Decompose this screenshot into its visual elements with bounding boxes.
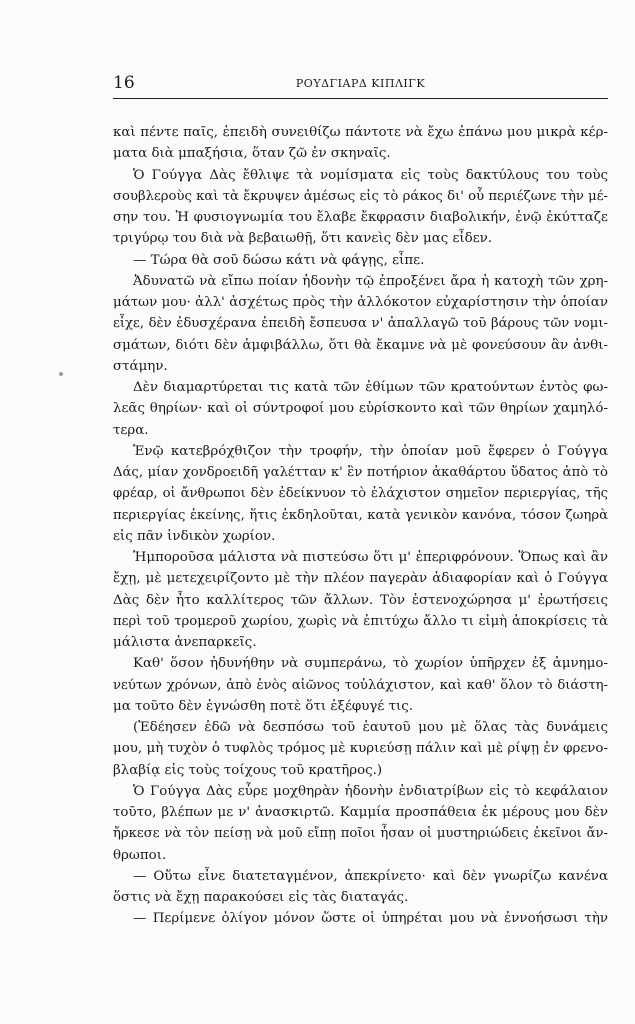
text-line: τριγύρῳ του διὰ νὰ βεβαιωθῇ, ὅτι κανεὶς δὲν μας εἶδεν. bbox=[113, 231, 493, 247]
text-line: καὶ πέντε παῖς, ἐπειδὴ συνειθίζω πάντοτε νὰ ἔχω ἐπάνω μου μικρὰ κέρ- bbox=[113, 125, 608, 140]
text-line: φρέαρ, οἱ ἄνθρωποι δὲν ἐδείκνυον τὸ ἐλάχιστον σημεῖον περιεργίας, τῆς bbox=[113, 486, 608, 502]
text-line: βλαβίᾳ εἰς τοὺς τοίχους τοῦ κρατῆρος.) bbox=[113, 762, 383, 778]
text-line: τοῦτο, βλέπων με ν' ἀνασκιρτῶ. Καμμία προσπάθεια ἐκ μέρους μου δὲν bbox=[113, 805, 608, 820]
margin-speck bbox=[59, 372, 63, 376]
text-line: Δὰς δὲν ἦτο καλλίτερος τῶν ἄλλων. Τὸν ἐστενοχώρησα μ' ἐρωτήσεις bbox=[113, 592, 608, 608]
text-line: ὅστις νὰ ἔχῃ παρακούσει εἰς τὰς διαταγάς. bbox=[113, 890, 409, 905]
text-line: ματα διὰ μπαξήσια, ὅταν ζῶ ἐν σκηναῖς. bbox=[113, 146, 391, 162]
header-rule bbox=[113, 98, 608, 99]
text-line: εἰς πᾶν ἰνδικὸν χωρίον. bbox=[113, 528, 276, 544]
text-line: λεᾶς θηρίων· καὶ οἱ σύντροφοί μου εὑρίσκοντο καὶ τῶν θηρίων χαμηλό- bbox=[113, 401, 608, 417]
text-line: μου, μὴ τυχὸν ὁ τυφλὸς τρόμος μὲ κυριεύσῃ πάλιν καὶ μὲ ρίψῃ ἐν φρενο- bbox=[113, 741, 608, 757]
text-line: νεύτων χρόνων, ἀπὸ ἑνὸς αἰῶνος τοὐλάχιστον, καὶ καθ' ὅλον τὸ διάστη- bbox=[113, 677, 608, 693]
text-line: — Οὕτω εἶνε διατεταγμένον, ἀπεκρίνετο· καὶ δὲν γνωρίζω κανένα bbox=[133, 868, 608, 884]
text-line: θρωποι. bbox=[113, 847, 167, 863]
text-line: μα τοῦτο δὲν ἐγνώσθη ποτὲ ὅτι ἐξέφυγέ τις. bbox=[113, 698, 414, 714]
text-line: Ἐνῷ κατεβρόχθιζον τὴν τροφήν, τὴν ὁποίαν μοῦ ἔφερεν ὁ Γούγγα bbox=[133, 443, 608, 459]
text-line: ἔχῃ, μὲ μετεχειρίζοντο μὲ τὴν πλέον παγερὰν ἀδιαφορίαν καὶ ὁ Γούγγα bbox=[113, 571, 608, 587]
body-text bbox=[113, 122, 608, 930]
text-line: Δάς, μίαν χονδροειδῆ γαλέτταν κ' ἓν ποτήριον ἀκαθάρτου ὕδατος ἀπὸ τὸ bbox=[113, 465, 608, 480]
text-line: Ὁ Γούγγα Δὰς ἔθλιψε τὰ νομίσματα εἰς τοὺς δακτύλους του τοὺς bbox=[133, 167, 608, 183]
text-line: Καθ' ὅσον ἠδυνήθην νὰ συμπεράνω, τὸ χωρίον ὑπῆρχεν ἐξ ἀμνημο- bbox=[133, 656, 608, 672]
text-line: σουβλεροὺς καὶ τὰ ἔκρυψεν ἀμέσως εἰς τὸ ράκος δι' οὗ περιέζωνε τὴν μέ- bbox=[113, 188, 608, 204]
text-line: ἤρκεσε νὰ τὸν πείσῃ νὰ μοῦ εἴπῃ ποῖοι ἦσαν οἱ μυστηριώδεις ἐκεῖνοι ἄν- bbox=[113, 826, 608, 842]
text-line: εἶχε, δὲν ἐδυσχέρανα ἐπειδὴ ἔσπευσα ν' ἀπαλλαγῶ τοῦ βάρους τῶν νομι- bbox=[113, 316, 608, 332]
text-line: περὶ τοῦ τρομεροῦ χωρίου, χωρὶς νὰ ἐπιτύχω ἄλλο τι εἰμὴ ἀποκρίσεις τὰ bbox=[113, 613, 608, 629]
text-line: τερα. bbox=[113, 422, 149, 438]
text-line: στάμην. bbox=[113, 358, 168, 374]
text-line: μάτων μου· ἀλλ' ἀσχέτως πρὸς τὴν ἀλλόκοτον εὐχαρίστησιν τὴν ὁποίαν bbox=[113, 295, 608, 310]
text-line: Ἀδυνατῶ νὰ εἴπω ποίαν ἡδονὴν τῷ ἐπροξένει ἄρα ἡ κατοχὴ τῶν χρη- bbox=[133, 273, 608, 289]
text-line: σμάτων, διότι δὲν ἀμφιβάλλω, ὅτι θὰ ἔκαμνε νὰ μὲ φονεύσουν ἂν ἀνθι- bbox=[113, 337, 608, 353]
page-number: 16 bbox=[113, 73, 135, 93]
text-line: (Ἐδέησεν ἐδῶ νὰ δεσπόσω τοῦ ἑαυτοῦ μου μὲ ὅλας τὰς δυνάμεις bbox=[133, 720, 608, 735]
page-header bbox=[113, 72, 608, 98]
text-line: μάλιστα ἀνεπαρκεῖς. bbox=[113, 635, 257, 650]
text-line: Ἠμποροῦσα μάλιστα νὰ πιστεύσω ὅτι μ' ἐπεριφρόνουν. Ὅπως καὶ ἂν bbox=[133, 550, 608, 565]
text-line: περιεργίας ἐκείνης, ἥτις ἐκδηλοῦται, κατὰ γενικὸν κανόνα, τόσον ζωηρὰ bbox=[113, 507, 608, 523]
running-head: ΡΟΥΔΓΙΑΡΔ ΚΙΠΛΙΓΚ bbox=[295, 77, 426, 90]
text-line: — Περίμενε ὀλίγον μόνον ὥστε οἱ ὑπηρέται μου νὰ ἐννοήσωσι τὴν bbox=[133, 911, 608, 927]
text-line: σην του. Ἡ φυσιογνωμία του ἔλαβε ἔκφρασιν διαβολικήν, ἐνῷ ἐκύτταζε bbox=[113, 210, 608, 225]
text-line: Δὲν διαμαρτύρεται τις κατὰ τῶν ἐθίμων τῶν κρατούντων ἐντὸς φω- bbox=[133, 380, 608, 395]
text-line: — Τώρα θὰ σοῦ δώσω κάτι νὰ φάγῃς, εἶπε. bbox=[133, 252, 425, 268]
text-line: Ὁ Γούγγα Δὰς εὗρε μοχθηρὰν ἡδονὴν ἐνδιατρίβων εἰς τὸ κεφάλαιον bbox=[133, 783, 608, 799]
